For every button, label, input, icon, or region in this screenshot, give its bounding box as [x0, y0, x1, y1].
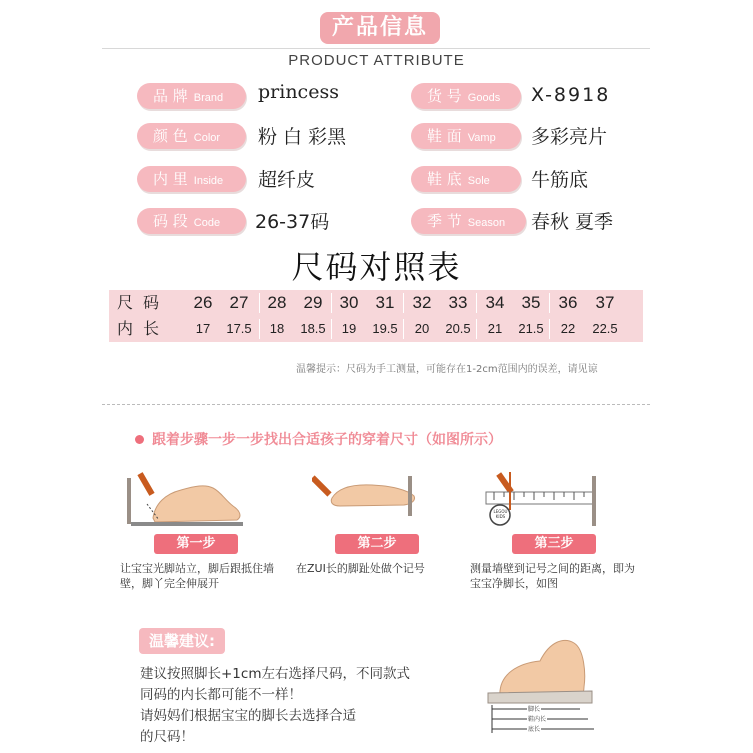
goods-value: X-8918	[531, 84, 611, 106]
size-cell: 37	[595, 293, 615, 312]
ruler-brand-badge: LEGOU KIDS	[493, 509, 508, 519]
size-cell: 35	[521, 293, 541, 312]
vamp-value: 多彩亮片	[531, 126, 608, 148]
size-cell: 31	[375, 293, 395, 312]
size-cell: 26	[193, 293, 213, 312]
size-cell: 30	[339, 293, 359, 312]
size-row	[109, 290, 643, 316]
step-3-label: 第三步	[512, 534, 596, 554]
steps-heading: 跟着步骤一步一步找出合适孩子的穿着尺寸（如图所示）	[135, 429, 502, 449]
size-cell: 28	[267, 293, 287, 312]
size-row-label: 尺码	[117, 293, 170, 312]
size-cell: 36	[558, 293, 578, 312]
length-cell: 19.5	[372, 321, 398, 336]
length-row	[109, 316, 643, 342]
vamp-label: 鞋 面 Vamp	[411, 123, 521, 149]
measure-ruler-illustration	[480, 470, 605, 530]
inner-length-label: 鞋内长	[528, 716, 547, 723]
color-label: 颜 色 Color	[137, 123, 246, 149]
advice-line: 建议按照脚长+1cm左右选择尺码，不同款式	[140, 666, 410, 682]
size-cell: 29	[303, 293, 323, 312]
mark-toe-illustration	[312, 470, 422, 520]
step-1-label: 第一步	[154, 534, 238, 554]
page-title: 产品信息	[320, 12, 440, 44]
season-label: 季 节 Season	[411, 208, 526, 234]
advice-text	[140, 664, 460, 748]
length-cell: 22	[560, 321, 576, 336]
step-2-description: 在ZUI长的脚趾处做个记号	[296, 562, 425, 575]
size-cell: 32	[412, 293, 432, 312]
length-cell: 22.5	[592, 321, 618, 336]
length-cell: 21	[487, 321, 503, 336]
sole-length-label: 底长	[528, 726, 541, 733]
shoe-length-diagram	[480, 633, 610, 743]
step-3-description: 测量墙壁到记号之间的距离，即为宝宝净脚长，如图	[470, 562, 635, 590]
season-value: 春秋 夏季	[531, 211, 614, 233]
inside-value: 超纤皮	[258, 169, 316, 191]
measurement-tip: 温馨提示：尺码为手工测量，可能存在1-2cm范围内的误差，请见谅	[296, 364, 598, 375]
size-cell: 27	[229, 293, 249, 312]
advice-line: 的尺码！	[140, 729, 194, 745]
length-cell: 20	[414, 321, 430, 336]
brand-label: 品 牌 Brand	[137, 83, 246, 109]
length-row-label: 内长	[117, 319, 170, 338]
size-chart-table	[109, 290, 643, 342]
length-cell: 18	[269, 321, 285, 336]
code-value: 26-37码	[255, 211, 330, 233]
sole-value: 牛筋底	[531, 169, 589, 191]
length-cell: 20.5	[445, 321, 471, 336]
title-divider	[102, 48, 650, 49]
advice-title: 温馨建议:	[139, 628, 225, 654]
step-2-label: 第二步	[335, 534, 419, 554]
size-cell: 34	[485, 293, 505, 312]
section-divider	[102, 404, 650, 405]
length-cell: 21.5	[518, 321, 544, 336]
length-cell: 17	[195, 321, 211, 336]
sole-label: 鞋 底 Sole	[411, 166, 521, 192]
size-cell: 33	[448, 293, 468, 312]
length-cell: 17.5	[226, 321, 252, 336]
brand-value: princess	[258, 81, 339, 103]
advice-line: 同码的内长都可能不一样！	[140, 687, 302, 703]
code-label: 码 段 Code	[137, 208, 246, 234]
length-cell: 18.5	[300, 321, 326, 336]
goods-label: 货 号 Goods	[411, 83, 521, 109]
size-chart-title: 尺码对照表	[291, 248, 462, 286]
foot-length-label: 脚长	[528, 706, 541, 713]
inside-label: 内 里 Inside	[137, 166, 246, 192]
step-1-description: 让宝宝光脚站立，脚后跟抵住墙壁，脚丫完全伸展开	[120, 562, 274, 590]
foot-against-wall-illustration	[125, 470, 250, 528]
bullet-icon	[135, 435, 144, 444]
advice-line: 请妈妈们根据宝宝的脚长去选择合适	[140, 708, 356, 724]
page-subtitle: PRODUCT ATTRIBUTE	[288, 52, 465, 69]
length-cell: 19	[341, 321, 357, 336]
color-value: 粉 白 彩黑	[258, 126, 347, 148]
